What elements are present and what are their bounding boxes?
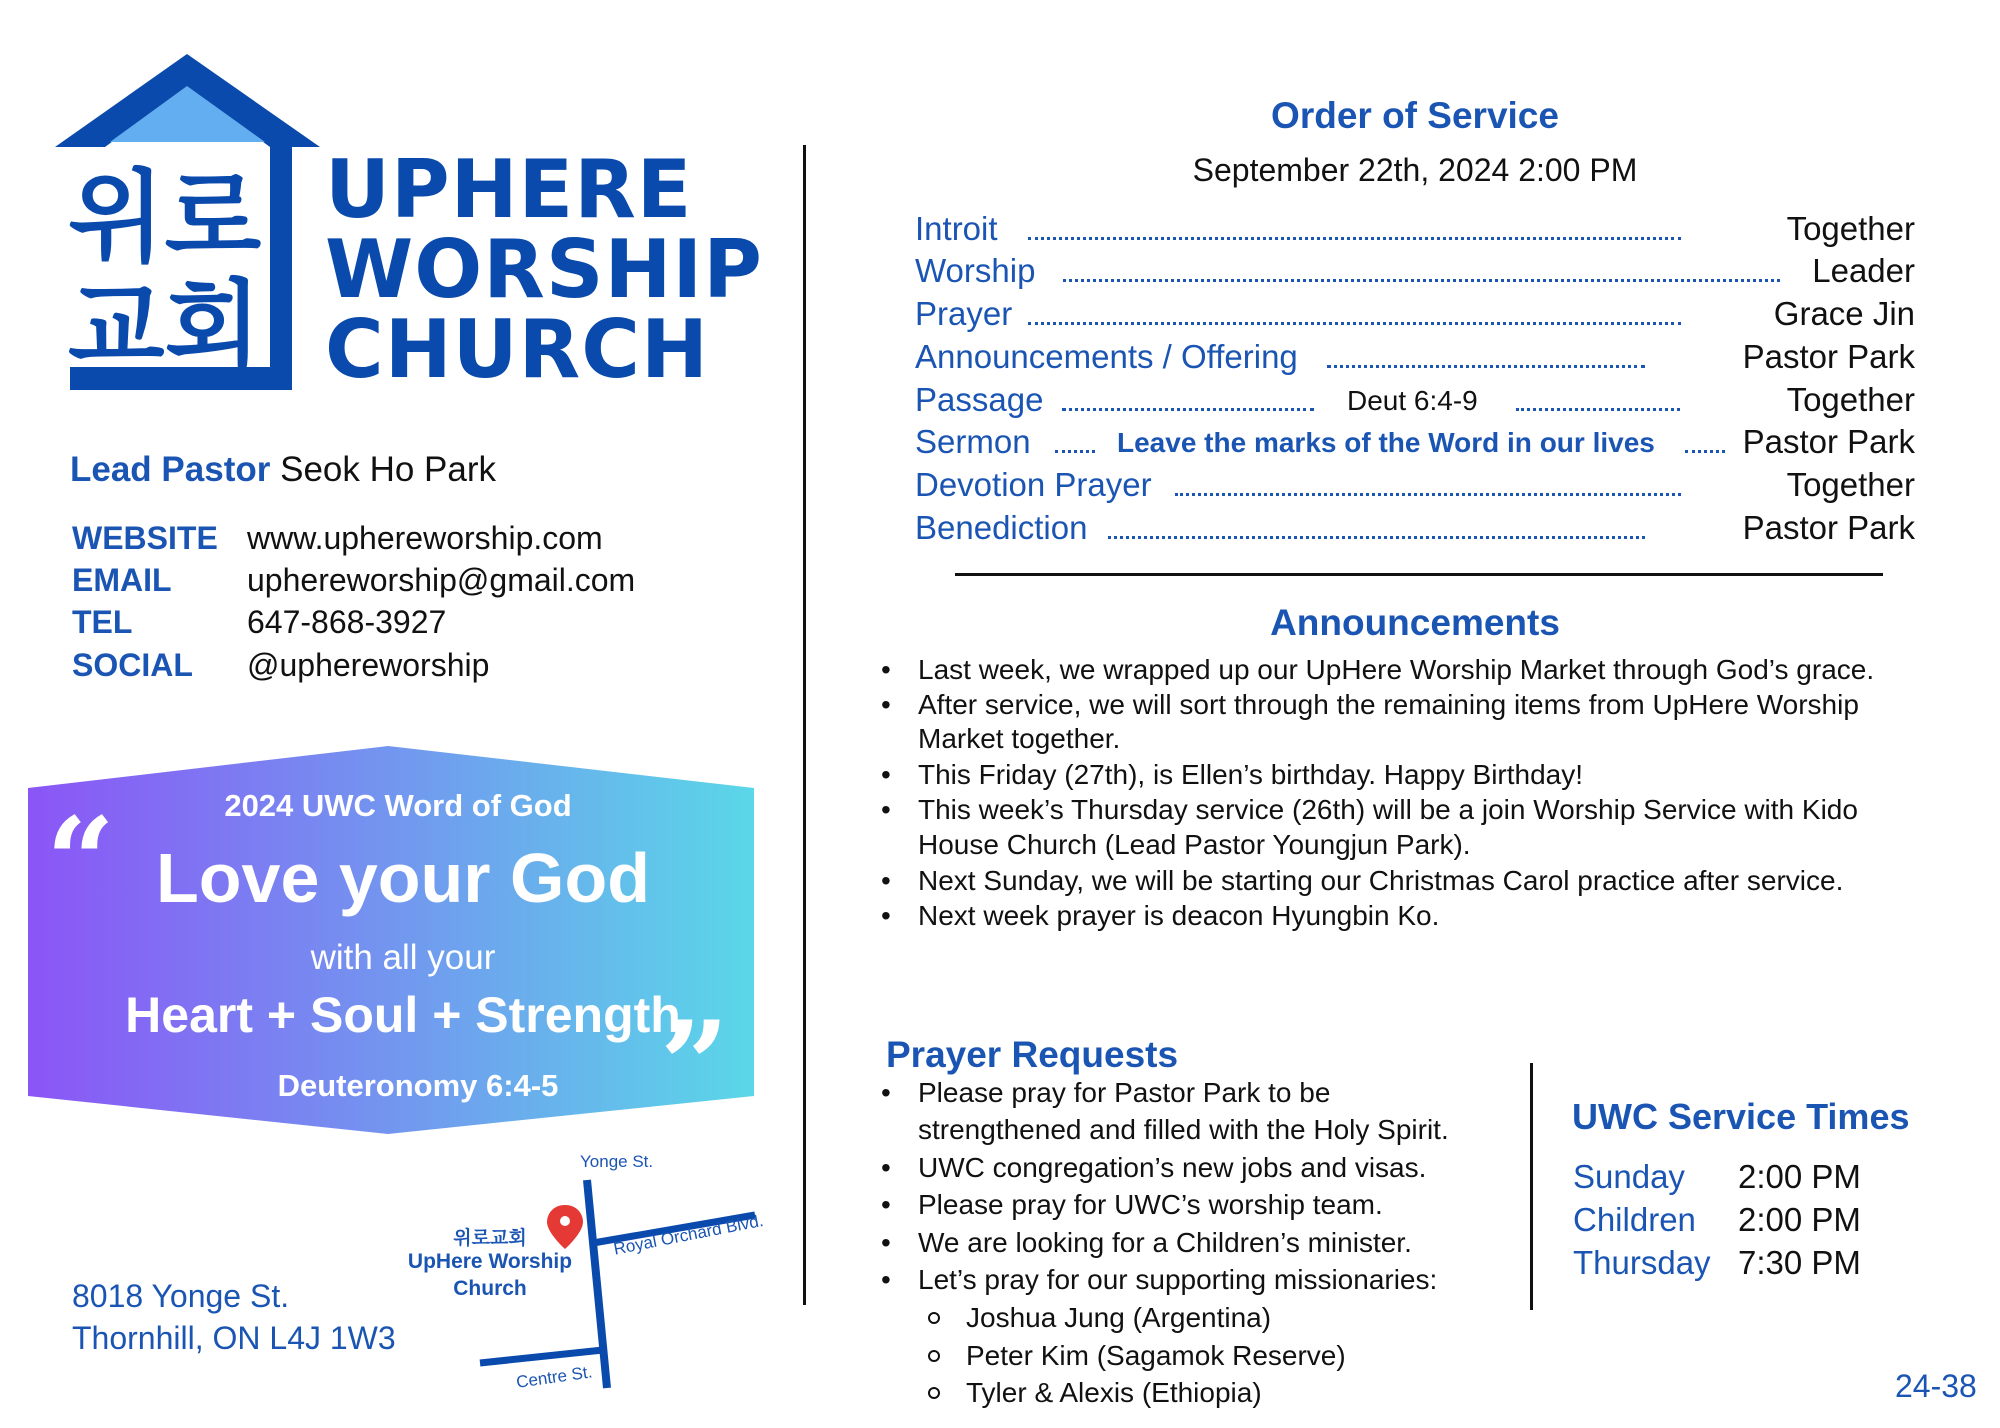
service-item-announcements bbox=[915, 338, 1915, 378]
bullet-icon: • bbox=[881, 1264, 891, 1295]
announcement-text: After service, we will sort through the remaining items from UpHere Worship bbox=[918, 689, 1859, 720]
map-church-name-1: UpHere Worship bbox=[407, 1250, 573, 1273]
leader-dots bbox=[1063, 279, 1780, 282]
bullet-icon: • bbox=[881, 900, 891, 931]
service-time-row bbox=[1573, 1155, 1861, 1198]
prayer-requests-title: Prayer Requests bbox=[886, 1034, 1179, 1075]
bullet-icon: • bbox=[881, 794, 891, 825]
missionary-item bbox=[966, 1374, 1262, 1411]
announcement-text: Market together. bbox=[918, 723, 1121, 754]
service-item-leader: Leader bbox=[1812, 252, 1915, 289]
map-church-name-2: Church bbox=[453, 1277, 527, 1300]
announcement-item bbox=[881, 863, 1844, 898]
church-name-line-1: UPHERE bbox=[325, 143, 693, 236]
column-divider bbox=[803, 145, 806, 1305]
service-item-leader: Pastor Park bbox=[1742, 338, 1915, 375]
service-day: Children bbox=[1573, 1201, 1696, 1238]
lead-pastor-label: Lead Pastor bbox=[70, 450, 271, 489]
service-item-leader: Together bbox=[1786, 466, 1915, 503]
announcement-text: Next Sunday, we will be starting our Christmas Carol practice after service. bbox=[918, 865, 1844, 896]
map-label-yonge: Yonge St. bbox=[580, 1152, 654, 1171]
verse-main: Love your God bbox=[156, 839, 650, 917]
map-pin-icon bbox=[547, 1205, 583, 1249]
bullet-icon: • bbox=[881, 1077, 891, 1108]
announcement-item bbox=[881, 898, 1440, 933]
prayer-text: Please pray for Pastor Park to be bbox=[918, 1077, 1331, 1108]
close-quote-icon: ” bbox=[660, 995, 730, 1136]
leader-dots bbox=[1175, 493, 1681, 496]
verse-heart: Heart + Soul + Strength bbox=[125, 987, 681, 1043]
service-item-name: Devotion Prayer bbox=[915, 466, 1152, 503]
verse-with: with all your bbox=[310, 938, 496, 977]
address-line-1: 8018 Yonge St. bbox=[72, 1278, 290, 1314]
prayer-continuation bbox=[918, 1111, 1449, 1148]
church-name-line-2: WORSHIP bbox=[325, 223, 763, 316]
bullet-icon: • bbox=[881, 865, 891, 896]
tel-link[interactable]: 647-868-3927 bbox=[247, 604, 447, 640]
announcement-text: Last week, we wrapped up our UpHere Worship Market through God’s grace. bbox=[918, 654, 1875, 685]
prayer-item bbox=[881, 1186, 1383, 1223]
prayer-item bbox=[881, 1149, 1427, 1186]
contact-key: TEL bbox=[72, 604, 133, 640]
contact-key: WEBSITE bbox=[72, 520, 218, 556]
bullet-icon: • bbox=[881, 759, 891, 790]
service-time: 2:00 PM bbox=[1738, 1201, 1861, 1238]
leader-dots bbox=[1028, 237, 1681, 240]
service-item-name: Announcements / Offering bbox=[915, 338, 1298, 375]
service-item-sermon bbox=[915, 423, 1915, 463]
leader-dots bbox=[1108, 536, 1645, 539]
service-day: Sunday bbox=[1573, 1158, 1685, 1195]
service-day: Thursday bbox=[1573, 1244, 1711, 1281]
announcements-title: Announcements bbox=[1270, 602, 1560, 643]
contact-social bbox=[72, 644, 489, 686]
contact-key: EMAIL bbox=[72, 562, 172, 598]
open-quote-icon: “ bbox=[46, 791, 116, 932]
service-item-introit bbox=[915, 210, 1915, 250]
church-logo-house-icon bbox=[50, 52, 325, 397]
prayer-text: Please pray for UWC’s worship team. bbox=[918, 1189, 1383, 1220]
circle-bullet-icon bbox=[928, 1387, 940, 1399]
missionary-name: Tyler & Alexis (Ethiopia) bbox=[966, 1377, 1262, 1408]
service-item-name: Introit bbox=[915, 210, 998, 247]
contact-website bbox=[72, 517, 603, 559]
bullet-icon: • bbox=[881, 654, 891, 685]
announcement-text: This Friday (27th), is Ellen’s birthday. Happy Birthday! bbox=[918, 759, 1584, 790]
bulletin-number: 24-38 bbox=[1895, 1368, 1977, 1404]
order-of-service-title: Order of Service bbox=[1271, 95, 1559, 136]
bullet-icon: • bbox=[881, 1227, 891, 1258]
website-link[interactable]: www.uphereworship.com bbox=[247, 520, 603, 556]
service-item-leader: Pastor Park bbox=[1742, 423, 1915, 460]
prayer-item bbox=[881, 1261, 1438, 1298]
service-item-benediction bbox=[915, 509, 1915, 549]
announcement-text: Next week prayer is deacon Hyungbin Ko. bbox=[918, 900, 1440, 931]
service-times-divider bbox=[1530, 1063, 1533, 1310]
service-item-name: Passage bbox=[915, 381, 1044, 418]
service-time-row bbox=[1573, 1241, 1861, 1284]
address-line-2: Thornhill, ON L4J 1W3 bbox=[72, 1320, 396, 1356]
prayer-text: UWC congregation’s new jobs and visas. bbox=[918, 1152, 1427, 1183]
missionary-name: Joshua Jung (Argentina) bbox=[966, 1302, 1272, 1333]
prayer-item bbox=[881, 1224, 1412, 1261]
bullet-icon: • bbox=[881, 1189, 891, 1220]
leader-dots bbox=[1028, 322, 1681, 325]
yonge-street-line bbox=[587, 1180, 607, 1388]
contact-key: SOCIAL bbox=[72, 647, 193, 683]
verse-panel bbox=[28, 746, 754, 1134]
email-link[interactable]: uphereworship@gmail.com bbox=[247, 562, 636, 598]
announcement-continuation bbox=[918, 721, 1120, 756]
circle-bullet-icon bbox=[928, 1312, 940, 1324]
logo-korean-bottom: 교회 bbox=[68, 269, 262, 386]
centre-street-line bbox=[480, 1350, 603, 1363]
leader-dots bbox=[1062, 408, 1314, 411]
service-time: 2:00 PM bbox=[1738, 1158, 1861, 1195]
bullet-icon: • bbox=[881, 1152, 891, 1183]
service-item-name: Prayer bbox=[915, 295, 1013, 332]
announcement-text: This week’s Thursday service (26th) will be a join Worship Service with Kido bbox=[918, 794, 1858, 825]
social-handle[interactable]: @uphereworship bbox=[247, 647, 490, 683]
service-item-leader: Grace Jin bbox=[1773, 295, 1915, 332]
service-times-title: UWC Service Times bbox=[1572, 1096, 1910, 1137]
service-item-name: Worship bbox=[915, 252, 1036, 289]
service-item-leader: Together bbox=[1786, 210, 1915, 247]
service-item-leader: Together bbox=[1786, 381, 1915, 418]
service-date: September 22th, 2024 2:00 PM bbox=[1192, 152, 1638, 188]
announcement-text: House Church (Lead Pastor Youngjun Park). bbox=[918, 829, 1471, 860]
announcement-continuation bbox=[918, 827, 1471, 862]
service-item-passage bbox=[915, 381, 1915, 421]
service-item-leader: Pastor Park bbox=[1742, 509, 1915, 546]
prayer-text: strengthened and filled with the Holy Spirit. bbox=[918, 1114, 1449, 1145]
lead-pastor bbox=[70, 450, 496, 490]
announcement-item bbox=[881, 652, 1875, 687]
lead-pastor-name: Seok Ho Park bbox=[280, 450, 497, 489]
leader-dots bbox=[1327, 365, 1645, 368]
missionary-item bbox=[966, 1337, 1346, 1374]
prayer-item bbox=[881, 1074, 1331, 1111]
service-item-prayer bbox=[915, 295, 1915, 335]
church-name-logo bbox=[325, 143, 763, 396]
announcement-item bbox=[881, 687, 1859, 722]
service-item-name: Benediction bbox=[915, 509, 1088, 546]
leader-dots bbox=[1516, 408, 1680, 411]
prayer-text: We are looking for a Children’s minister. bbox=[918, 1227, 1412, 1258]
contact-email bbox=[72, 559, 635, 601]
service-time: 7:30 PM bbox=[1738, 1244, 1861, 1281]
leader-dots bbox=[1685, 450, 1725, 453]
map-church-korean: 위로교회 bbox=[453, 1228, 527, 1249]
verse-reference: Deuteronomy 6:4-5 bbox=[277, 1068, 559, 1103]
prayer-text: Let’s pray for our supporting missionaries: bbox=[918, 1264, 1438, 1295]
contact-tel bbox=[72, 601, 446, 643]
sermon-title: Leave the marks of the Word in our lives bbox=[1117, 427, 1655, 458]
verse-header: 2024 UWC Word of God bbox=[224, 788, 572, 823]
announcement-item bbox=[881, 792, 1858, 827]
announcement-item bbox=[881, 757, 1584, 792]
church-name-line-3: CHURCH bbox=[325, 303, 709, 396]
circle-bullet-icon bbox=[928, 1350, 940, 1362]
map-label-centre: Centre St. bbox=[515, 1362, 594, 1392]
leader-dots bbox=[1055, 450, 1095, 453]
missionary-name: Peter Kim (Sagamok Reserve) bbox=[966, 1340, 1346, 1371]
service-item-devotion-prayer bbox=[915, 466, 1915, 506]
missionary-item bbox=[966, 1299, 1271, 1336]
service-item-name: Sermon bbox=[915, 423, 1031, 460]
passage-reference: Deut 6:4-9 bbox=[1347, 385, 1478, 416]
service-time-row bbox=[1573, 1198, 1861, 1241]
bullet-icon: • bbox=[881, 689, 891, 720]
logo-korean-top: 위로 bbox=[68, 159, 262, 276]
map-label-royal-orchard: Royal Orchard Blvd. bbox=[612, 1210, 765, 1259]
section-rule bbox=[955, 573, 1883, 576]
service-item-worship bbox=[915, 252, 1915, 292]
